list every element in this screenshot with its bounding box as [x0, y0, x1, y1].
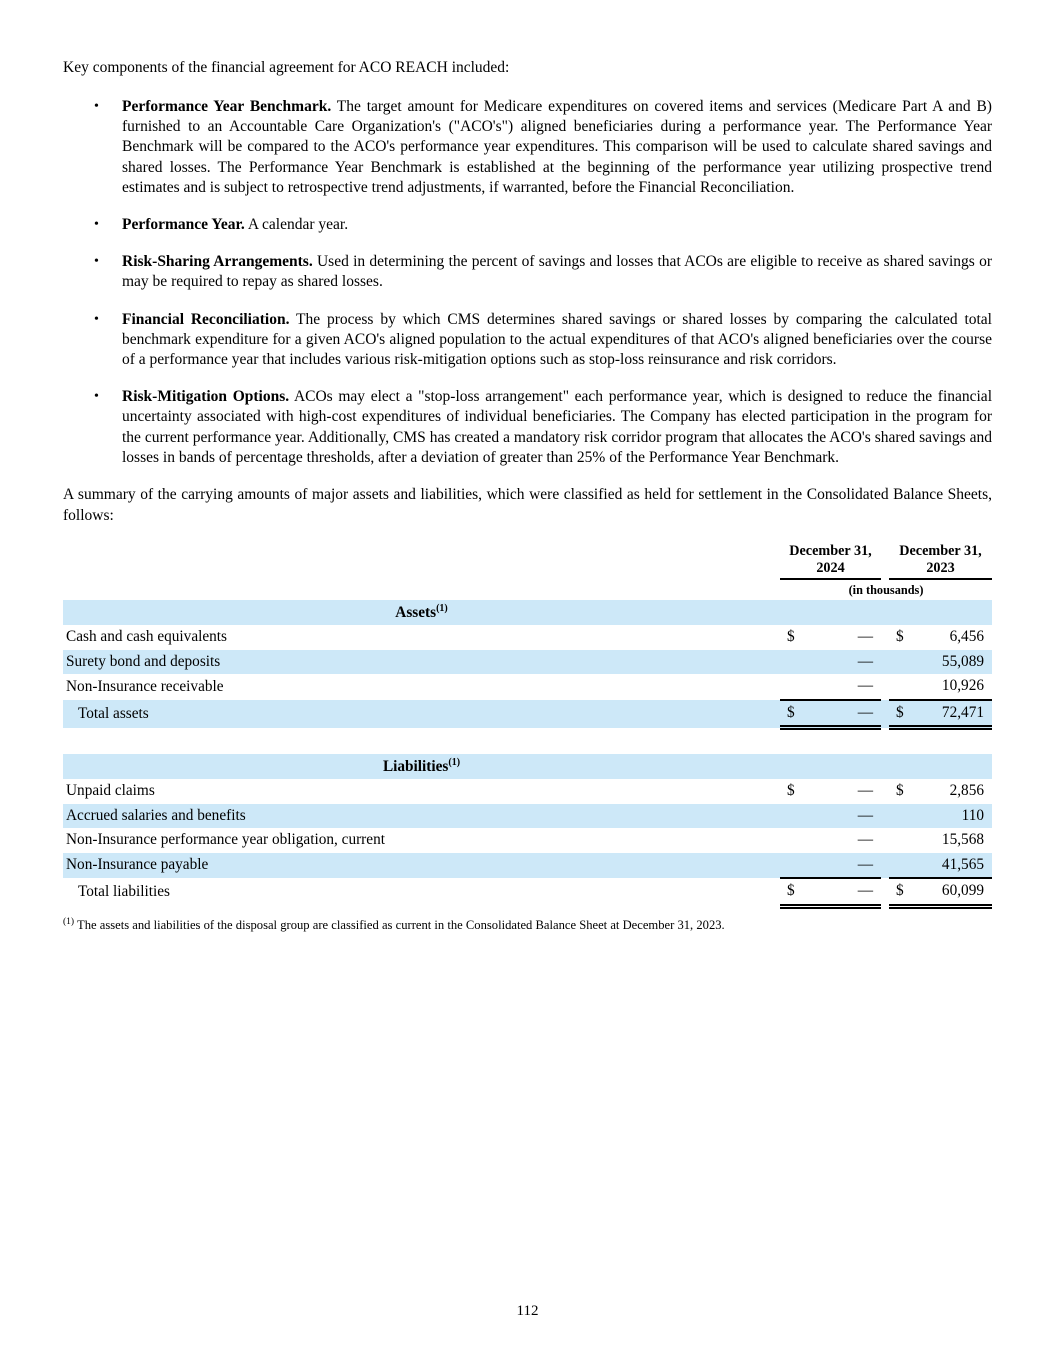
table-row: [63, 650, 992, 675]
units-row: [63, 579, 992, 600]
bullet-item-performance-year: [63, 215, 992, 235]
section-title: Liabilities$^{(1)}$: [63, 754, 780, 779]
bullet-item-risk-mitigation-options: [63, 387, 992, 468]
value-2023: $ 6,456: [896, 628, 984, 646]
total-liabilities-row: [63, 878, 992, 906]
table-row: [63, 779, 992, 804]
table-row: [63, 674, 992, 700]
bullet-title: Performance Year Benchmark.: [122, 98, 332, 115]
units-note: (in thousands): [848, 582, 924, 597]
bullet-item-performance-year-benchmark: [63, 97, 992, 198]
bullet-body: Used in determining the percent of savings and losses that ACOs are eligible to receive as shared savings or may be required to repay as shared losses.: [122, 253, 992, 291]
table-row: [63, 625, 992, 650]
section-header-assets: [63, 600, 992, 625]
value-2023: $ 60,099: [889, 878, 992, 906]
value-2024: $ —: [780, 878, 881, 906]
value-2023: 15,568: [941, 831, 984, 849]
footnote-text: The assets and liabilities of the disposal group are classified as current in the Consolidated Balance Sheet at December 31, 2023.: [77, 917, 725, 932]
value-2023: 41,565: [889, 853, 992, 879]
bullet-item-financial-reconciliation: [63, 310, 992, 371]
value-2023: $ 2,856: [896, 782, 984, 800]
value-2024: $ —: [787, 628, 873, 646]
value-2023: 10,926: [889, 674, 992, 700]
value-2023: $ 72,471: [889, 700, 992, 728]
bullet-paragraph: [122, 252, 992, 292]
footnote-ref: (1): [436, 603, 448, 614]
bullet-title: Performance Year.: [122, 216, 245, 234]
row-label: Unpaid claims: [66, 782, 155, 800]
table-spacer-row: [63, 728, 992, 755]
bullet-paragraph: [122, 215, 992, 235]
value-2024: —: [857, 831, 873, 849]
row-label: Non-Insurance payable: [63, 853, 780, 879]
footnote-marker: (1): [63, 916, 75, 927]
bullet-marker: •: [94, 217, 99, 233]
row-label: Surety bond and deposits: [63, 650, 780, 675]
row-label: Cash and cash equivalents: [66, 628, 227, 646]
bullet-title: Risk-Mitigation Options.: [122, 388, 290, 406]
bullet-paragraph: [122, 97, 992, 198]
bullet-title: Financial Reconciliation.: [122, 310, 290, 328]
bullet-title: Risk-Sharing Arrangements.: [122, 253, 313, 271]
bullet-body: The process by which CMS determines shared savings or shared losses by comparing the calculated total benchmark expenditure for a given ACO's aligned population to the actual expenditures of that ACO's aligned beneficiaries over the course of a performance year that includes various risk-mitigation options such as stop-loss reinsurance and risk corridors.: [122, 310, 992, 369]
row-label: Non-Insurance performance year obligation, current: [66, 831, 385, 849]
bullet-paragraph: [122, 310, 992, 371]
bullet-marker: •: [94, 311, 99, 327]
row-label: Total liabilities: [78, 883, 170, 901]
bullet-body: A calendar year.: [247, 216, 349, 234]
total-assets-row: [63, 700, 992, 728]
section-header-liabilities: [63, 754, 992, 779]
value-2024: —: [780, 804, 881, 829]
bullet-marker: •: [94, 389, 99, 405]
table-row: [63, 828, 992, 853]
footnote: [63, 914, 992, 933]
table-row: [63, 853, 992, 879]
intro-paragraph: Key components of the financial agreement for ACO REACH included:: [63, 59, 510, 76]
bullet-body: ACOs may elect a "stop-loss arrangement" each performance year, which is designed to reduce the financial uncertainty associated with high-cost expenditures of individual beneficiaries. The Company has elected participation in the program for the current performance year. Additionally, CMS has created a mandatory risk corridor program that allocates the ACO's shared savings and losses in bands of percentage thresholds, after a deviation of greater than 25% of the Performance Year Benchmark.: [122, 388, 992, 466]
value-2023: 110: [889, 804, 992, 829]
held-for-settlement-table: [63, 543, 992, 909]
value-2024: —: [780, 853, 881, 879]
row-label: Non-Insurance receivable: [66, 677, 224, 695]
bullet-marker: •: [94, 254, 99, 270]
table-header-row: [63, 543, 992, 579]
bullet-item-risk-sharing-arrangements: [63, 252, 992, 292]
bullet-body: The target amount for Medicare expenditures on covered items and services (Medicare Part A and B) furnished to an Accountable Care Organization's ("ACO's") aligned beneficiaries during a performance year. The Performance Year Benchmark will be compared to the ACO's performance year expenditures. This comparison will be used to calculate shared savings and shared losses. The Performance Year Benchmark is established at the beginning of the performance year utilizing prospective trend estimates and is subject to retrospective trend adjustments, if warranted, before the Financial Reconciliation.: [122, 98, 992, 196]
value-2023: 55,089: [889, 650, 992, 675]
column-header-dec-31-2024: December 31, 2024: [780, 543, 881, 579]
row-label: Total assets: [63, 700, 780, 728]
value-2024: —: [780, 674, 881, 700]
value-2024: $ —: [787, 782, 873, 800]
column-header-dec-31-2023: December 31, 2023: [889, 543, 992, 579]
value-2024: —: [780, 650, 881, 675]
bullet-marker: •: [94, 99, 99, 114]
section-title: Assets$^{(1)}$: [63, 600, 780, 625]
footnote-ref: (1): [448, 757, 461, 768]
bullet-list: [63, 97, 992, 468]
summary-paragraph: A summary of the carrying amounts of major assets and liabilities, which were classified as held for settlement in the Consolidated Balance Sheets, follows:: [63, 486, 992, 524]
row-label: Accrued salaries and benefits: [63, 804, 780, 829]
page-number: 112: [516, 1303, 539, 1319]
value-2024: $ —: [780, 700, 881, 728]
table-row: [63, 804, 992, 829]
bullet-paragraph: [122, 387, 992, 468]
